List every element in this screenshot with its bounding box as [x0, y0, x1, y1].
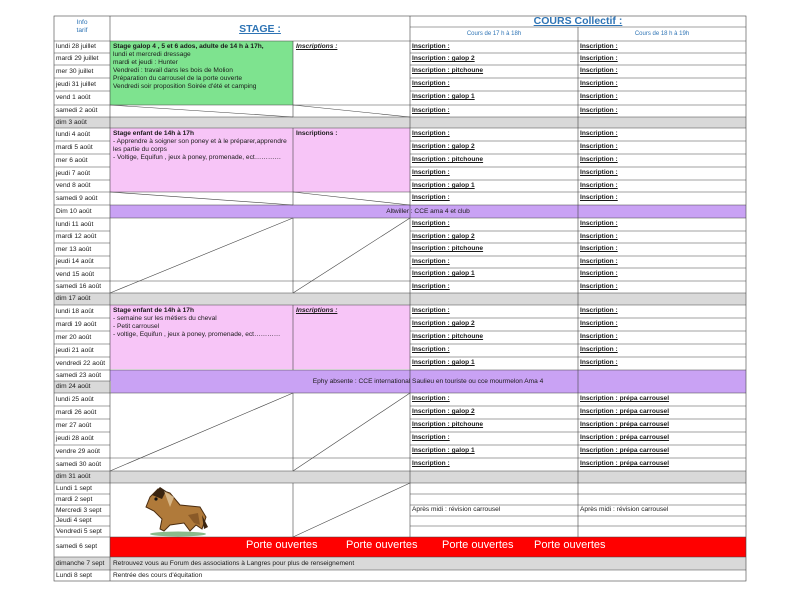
cours-18-inscription[interactable]: Inscription : prépa carrousel [580, 460, 670, 467]
day-label: Mercredi 3 sept [56, 506, 102, 514]
day-label: vend 8 août [56, 182, 91, 189]
stage-week2-line: Stage enfant de 14h à 17h [113, 130, 194, 137]
day-label: mer 27 août [56, 421, 92, 429]
cours-18-inscription[interactable]: Inscription : [580, 245, 618, 252]
day-label: samedi 6 sept [56, 543, 98, 550]
stage-week1-line: Vendredi soir proposition Soirée d'été et camping [113, 83, 257, 90]
cours-18-inscription[interactable]: Inscription : [580, 307, 618, 314]
cours-17-inscription[interactable]: Inscription : [412, 43, 450, 50]
header-cours-17: Cours de 17 h à 18h [466, 31, 522, 37]
cours-17-inscription[interactable]: Inscription : galop 2 [412, 408, 475, 415]
porte-ouverte-label: Porte ouvertes [534, 539, 606, 551]
cours-18-inscription[interactable]: Inscription : [580, 80, 618, 87]
cours-17-inscription[interactable]: Inscription : [412, 130, 450, 137]
cours-18-inscription[interactable]: Inscription : [580, 270, 618, 277]
day-label: lundi 28 juillet [56, 43, 96, 50]
ephy-note: Ephy absente : CCE international Saulieu en touriste ou cce mourmelon Ama 4 [312, 378, 544, 385]
stage-week1-line: Vendredi : travail dans les bois de Molion [113, 67, 233, 74]
porte-ouverte-label: Porte ouvertes [346, 539, 418, 551]
porte-ouverte-label: Porte ouvertes [442, 539, 514, 551]
cours-18-inscription[interactable]: Inscription : [580, 107, 618, 114]
stage-week4-line: Stage enfant de 14h à 17h [113, 307, 194, 314]
cours-17-inscription[interactable]: Inscription : [412, 194, 450, 201]
stage-week1-line: lundi et mercredi dressage [113, 51, 191, 58]
stage-week2-inscriptions[interactable]: Inscriptions : [296, 130, 338, 137]
header-info [54, 19, 110, 35]
stage-week4-line: - Petit carrousel [113, 323, 160, 330]
cours-17-inscription[interactable]: Inscription : [412, 283, 450, 290]
day-label: mardi 29 juillet [56, 55, 99, 62]
stage-week2-line: les partie du corps [113, 146, 167, 153]
cours-18-inscription[interactable]: Inscription : [580, 220, 618, 227]
day-label: vend 1 août [56, 94, 91, 101]
day-label: dimanche 7 sept [56, 559, 105, 567]
cours-17-inscription[interactable]: Inscription : galop 1 [412, 447, 475, 454]
day-label: samedi 9 août [56, 194, 98, 202]
cours-17-inscription[interactable]: Inscription : pitchoune [412, 156, 484, 163]
day-label: vend 15 août [56, 270, 95, 278]
revision-17: Après midi : révision carrousel [412, 506, 501, 513]
header-cours: COURS Collectif : [533, 15, 623, 27]
cours-17-inscription[interactable]: Inscription : pitchoune [412, 333, 484, 340]
day-label: mer 13 août [56, 245, 92, 253]
day-label: mardi 26 août [56, 408, 97, 416]
cours-17-inscription[interactable]: Inscription : [412, 80, 450, 87]
cours-17-inscription[interactable]: Inscription : [412, 107, 450, 114]
cours-18-inscription[interactable]: Inscription : [580, 156, 618, 163]
cours-17-inscription[interactable]: Inscription : galop 1 [412, 270, 475, 277]
day-label: jeudi 21 août [56, 346, 94, 354]
day-label: lundi 25 août [56, 395, 94, 403]
cours-18-inscription[interactable]: Inscription : prépa carrousel [580, 395, 670, 402]
day-label: Lundi 1 sept [56, 484, 92, 492]
cours-18-inscription[interactable]: Inscription : [580, 143, 618, 150]
stage-week2-line: - Apprendre à soigner son poney et à le préparer,apprendre [113, 138, 287, 145]
day-label: jeudi 31 juillet [56, 80, 96, 88]
day-label: samedi 2 août [56, 107, 98, 114]
cours-18-inscription[interactable]: Inscription : prépa carrousel [580, 447, 670, 454]
day-label: Lundi 8 sept [56, 571, 92, 579]
cours-17-inscription[interactable]: Inscription : galop 1 [412, 93, 475, 100]
cours-18-inscription[interactable]: Inscription : [580, 182, 618, 189]
cours-18-inscription[interactable]: Inscription : [580, 320, 618, 327]
stage-week2-text [113, 130, 287, 162]
day-label: mardi 19 août [56, 320, 97, 328]
stage-week2-line: - Voltige, Equifun , jeux à poney, promenade, ect………… [113, 154, 282, 161]
cours-18-inscription[interactable]: Inscription : [580, 43, 618, 50]
header-stage: STAGE : [239, 23, 281, 35]
day-label: jeudi 7 août [56, 169, 91, 177]
cours-17-inscription[interactable]: Inscription : [412, 460, 450, 467]
cours-18-inscription[interactable]: Inscription : [580, 346, 618, 353]
day-label: mer 30 juillet [56, 67, 94, 75]
day-label: jeudi 28 août [56, 434, 94, 442]
rentree-note: Rentrée des cours d'équitation [113, 572, 203, 579]
cours-18-inscription[interactable]: Inscription : prépa carrousel [580, 408, 670, 415]
cours-17-inscription[interactable]: Inscription : pitchoune [412, 245, 484, 252]
header-info-line1: Info [76, 19, 88, 26]
stage-week4-line: - voltige, Equifun , jeux à poney, promenade, ect………… [113, 331, 281, 338]
cours-17-inscription[interactable]: Inscription : pitchoune [412, 421, 484, 428]
cours-17-inscription[interactable]: Inscription : [412, 346, 450, 353]
cours-17-inscription[interactable]: Inscription : galop 2 [412, 233, 475, 240]
day-label: dim 31 août [56, 473, 91, 480]
day-label: lundi 4 août [56, 130, 91, 138]
cours-17-inscription[interactable]: Inscription : galop 2 [412, 55, 475, 62]
cours-18-inscription[interactable]: Inscription : [580, 333, 618, 340]
stage-week1-text [113, 43, 264, 91]
revision-18: Après midi : révision carrousel [580, 506, 669, 513]
stage-week1-inscriptions[interactable]: Inscriptions : [296, 43, 338, 50]
stage-week4-text [113, 307, 280, 339]
cours-18-inscription[interactable]: Inscription : [580, 55, 618, 62]
cours-18-inscription[interactable]: Inscription : [580, 283, 618, 290]
cours-17-inscription[interactable]: Inscription : galop 1 [412, 359, 475, 366]
day-label: mer 6 août [56, 156, 88, 164]
day-label: jeudi 14 août [56, 258, 94, 265]
forum-note: Retrouvez vous au Forum des associations à Langres pour plus de renseignement [113, 560, 355, 567]
stage-week1-line: Stage galop 4 , 5 et 6 ados, adulte de 14 h à 17h, [113, 43, 264, 50]
altwiller-note: Altwiller : CCE ama 4 et club [386, 208, 470, 215]
header-info-line2: tarif [76, 27, 88, 34]
day-label: mardi 12 août [56, 233, 97, 240]
cours-18-inscription[interactable]: Inscription : [580, 67, 618, 74]
day-label: dim 3 août [56, 118, 87, 126]
header-cours-18: Cours de 18 h à 19h [634, 31, 690, 37]
cours-18-inscription[interactable]: Inscription : prépa carrousel [580, 421, 670, 428]
cours-18-inscription[interactable]: Inscription : [580, 194, 618, 201]
cours-18-inscription[interactable]: Inscription : [580, 359, 618, 366]
cours-18-inscription[interactable]: Inscription : [580, 93, 618, 100]
day-label: dim 24 août [56, 383, 91, 390]
cours-17-inscription[interactable]: Inscription : [412, 307, 450, 314]
cours-18-inscription[interactable]: Inscription : [580, 233, 618, 240]
day-label: samedi 23 août [56, 371, 102, 379]
stage-week4-line: - semaine sur les métiers du cheval [113, 315, 217, 322]
day-label: Vendredi 5 sept [56, 527, 102, 535]
stage-week4-inscriptions[interactable]: Inscriptions : [296, 307, 338, 314]
cours-17-inscription[interactable]: Inscription : [412, 434, 450, 441]
day-label: mer 20 août [56, 333, 92, 341]
day-label: lundi 11 août [56, 220, 94, 228]
day-label: vendredi 22 août [56, 359, 106, 367]
cours-17-inscription[interactable]: Inscription : galop 2 [412, 143, 475, 150]
cours-17-inscription[interactable]: Inscription : [412, 220, 450, 227]
day-label: Dim 10 août [56, 207, 92, 215]
cours-18-inscription[interactable]: Inscription : [580, 130, 618, 137]
cours-17-inscription[interactable]: Inscription : [412, 169, 450, 176]
day-label: Jeudi 4 sept [56, 517, 92, 524]
day-label: vendre 29 août [56, 447, 100, 455]
porte-ouverte-labels [110, 539, 746, 555]
cours-17-inscription[interactable]: Inscription : galop 1 [412, 182, 475, 189]
horse-clipart-icon [140, 485, 210, 537]
day-label: dim 17 août [56, 295, 91, 302]
day-label: lundi 18 août [56, 307, 94, 315]
stage-week1-line: Préparation du carrousel de la porte ouverte [113, 75, 243, 82]
cours-18-inscription[interactable]: Inscription : [580, 258, 618, 265]
day-label: mardi 2 sept [56, 495, 93, 503]
day-label: samedi 16 août [56, 283, 102, 290]
cours-17-inscription[interactable]: Inscription : galop 2 [412, 320, 475, 327]
cours-17-inscription[interactable]: Inscription : [412, 395, 450, 402]
day-label: mardi 5 août [56, 143, 93, 151]
porte-ouverte-label: Porte ouvertes [246, 539, 318, 551]
cours-17-inscription[interactable]: Inscription : [412, 258, 450, 265]
day-label: samedi 30 août [56, 460, 102, 468]
cours-17-inscription[interactable]: Inscription : pitchoune [412, 67, 484, 74]
stage-week1-line: mardi et jeudi : Hunter [113, 59, 178, 66]
cours-18-inscription[interactable]: Inscription : prépa carrousel [580, 434, 670, 441]
cours-18-inscription[interactable]: Inscription : [580, 169, 618, 176]
